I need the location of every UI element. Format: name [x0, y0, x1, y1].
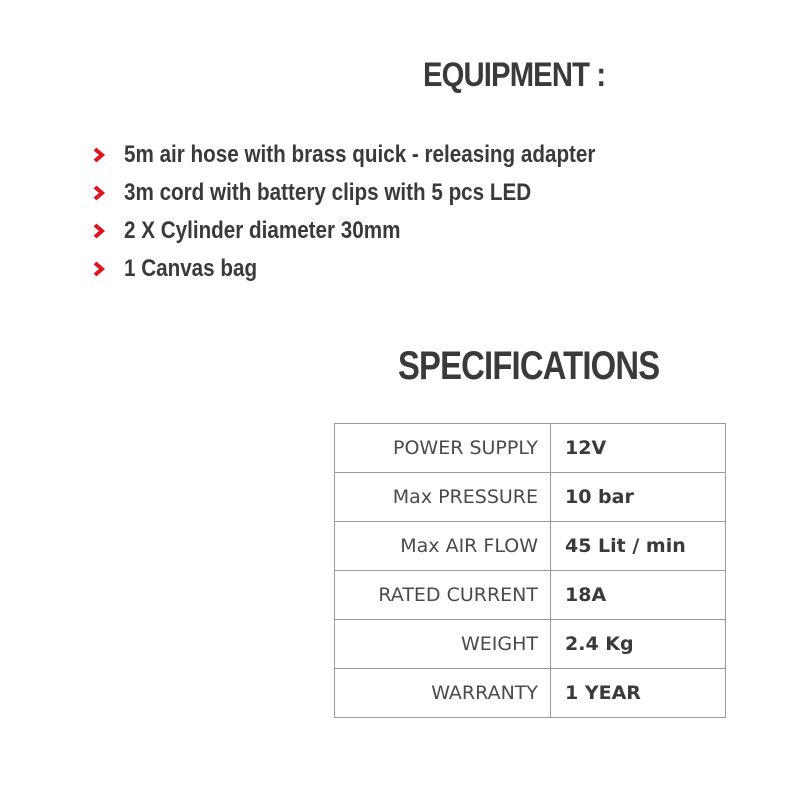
chevron-right-icon: [92, 223, 106, 239]
equipment-title: EQUIPMENT :: [423, 56, 606, 94]
spec-value: 1 YEAR: [551, 669, 726, 718]
spec-value: 12V: [551, 424, 726, 473]
table-row: [335, 473, 726, 522]
list-item: [92, 176, 672, 214]
spec-label: WARRANTY: [335, 669, 551, 718]
table-row: [335, 522, 726, 571]
equipment-list: [92, 138, 672, 290]
table-row: [335, 571, 726, 620]
spec-value: 10 bar: [551, 473, 726, 522]
chevron-right-icon: [92, 147, 106, 163]
specifications-table: [334, 423, 726, 718]
equipment-item-text: 3m cord with battery clips with 5 pcs LED: [124, 179, 532, 206]
spec-label: RATED CURRENT: [335, 571, 551, 620]
spec-label: Max AIR FLOW: [335, 522, 551, 571]
spec-value: 18A: [551, 571, 726, 620]
chevron-right-icon: [92, 261, 106, 277]
chevron-right-icon: [92, 185, 106, 201]
spec-label: Max PRESSURE: [335, 473, 551, 522]
equipment-item-text: 5m air hose with brass quick - releasing adapter: [124, 141, 596, 168]
list-item: [92, 214, 672, 252]
list-item: [92, 138, 672, 176]
spec-value: 45 Lit / min: [551, 522, 726, 571]
table-row: [335, 669, 726, 718]
table-row: [335, 424, 726, 473]
equipment-item-text: 1 Canvas bag: [124, 255, 258, 282]
table-row: [335, 620, 726, 669]
list-item: [92, 252, 672, 290]
spec-label: WEIGHT: [335, 620, 551, 669]
spec-label: POWER SUPPLY: [335, 424, 551, 473]
spec-value: 2.4 Kg: [551, 620, 726, 669]
equipment-item-text: 2 X Cylinder diameter 30mm: [124, 217, 401, 244]
specifications-title: SPECIFICATIONS: [398, 344, 660, 388]
